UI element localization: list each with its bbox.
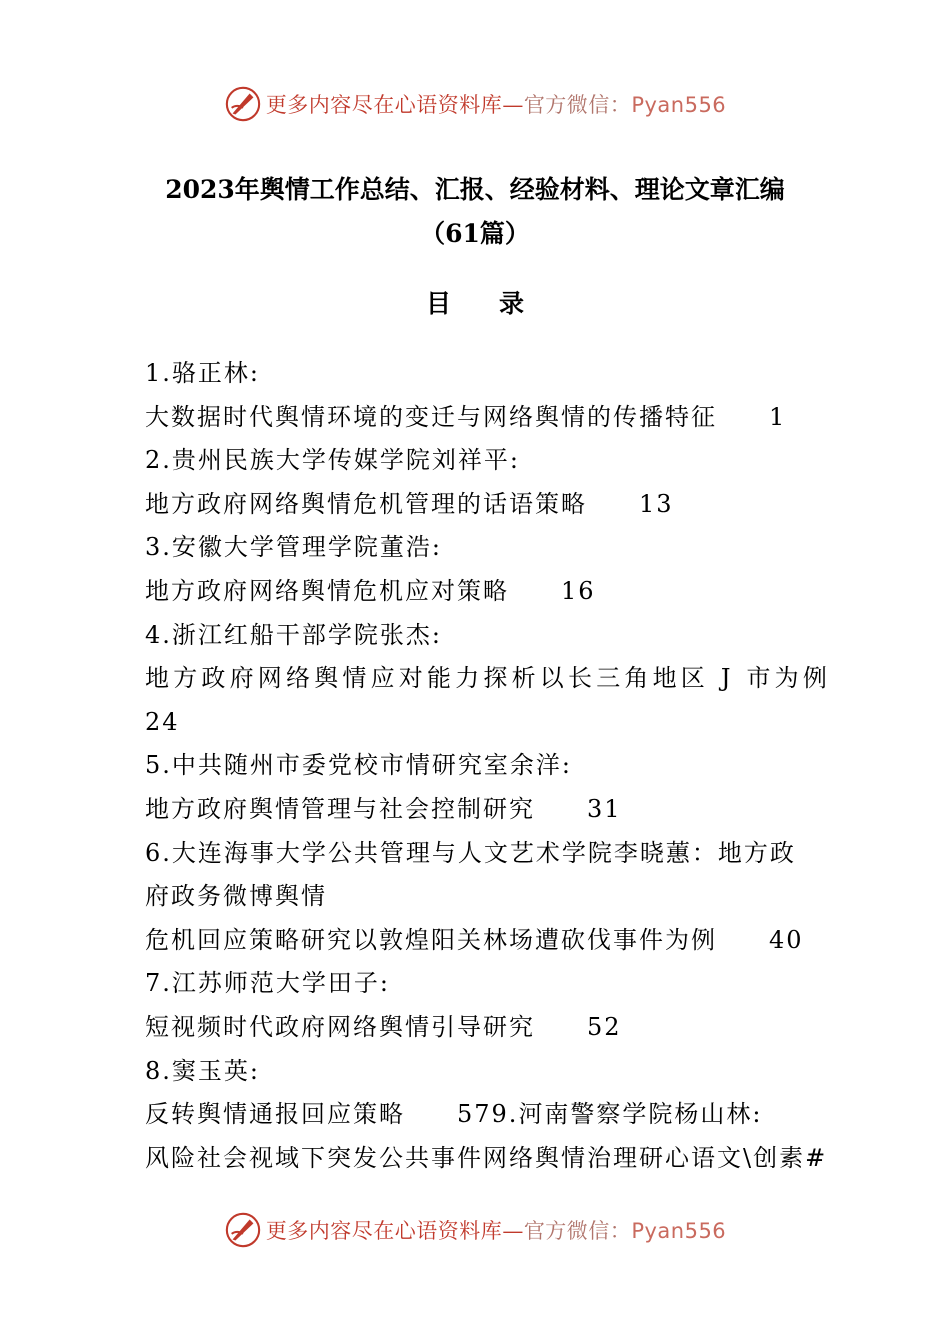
toc-line: 大数据时代舆情环境的变迁与网络舆情的传播特征 1 — [145, 402, 787, 431]
toc-line: 地方政府网络舆情危机管理的话语策略 13 — [145, 489, 674, 518]
toc-line: 7.江苏师范大学田子: — [145, 969, 390, 998]
toc-line: 24 — [145, 707, 180, 736]
toc-line: 2.贵州民族大学传媒学院刘祥平: — [145, 446, 520, 475]
page-number: 31 — [587, 794, 622, 823]
page-number: 52 — [587, 1012, 622, 1041]
toc-line: 府政务微博舆情 — [145, 882, 327, 911]
toc-line: 8.窦玉英: — [145, 1056, 260, 1085]
page-number: 40 — [769, 925, 804, 954]
document-subtitle: （61篇） — [420, 219, 530, 248]
table-of-contents — [145, 352, 832, 1180]
toc-line: 3.安徽大学管理学院董浩: — [145, 533, 442, 562]
toc-line: 1.骆正林: — [145, 359, 260, 387]
quill-logo-icon — [224, 85, 262, 123]
watermark-text: 更多内容尽在心语资料库—官方微信：Pyan556 — [265, 93, 727, 117]
footer-watermark — [0, 1208, 950, 1252]
quill-logo-icon — [224, 1211, 262, 1249]
toc-line: 地方政府网络舆情应对能力探析以长三角地区 J 市为例 — [145, 664, 832, 693]
page-number: 1 — [769, 402, 787, 431]
toc-line: 反转舆情通报回应策略 579.河南警察学院杨山林: — [145, 1100, 763, 1129]
toc-line: 地方政府网络舆情危机应对策略 16 — [145, 576, 596, 605]
toc-line: 危机回应策略研究以敦煌阳关林场遭砍伐事件为例 40 — [145, 925, 804, 954]
watermark-text: 更多内容尽在心语资料库—官方微信：Pyan556 — [265, 1219, 727, 1243]
page-number: 579.河南警察学院杨山林: — [457, 1100, 763, 1129]
document-title: 2023年舆情工作总结、汇报、经验材料、理论文章汇编 — [165, 175, 785, 204]
toc-line: 4.浙江红船干部学院张杰: — [145, 620, 442, 649]
toc-line: 6.大连海事大学公共管理与人文艺术学院李晓蕙：地方政 — [145, 838, 796, 867]
page-number: 16 — [561, 576, 596, 605]
page-number: 13 — [639, 489, 674, 518]
toc-line: 风险社会视域下突发公共事件网络舆情治理研心语文\创素# — [145, 1143, 828, 1172]
header-watermark — [0, 82, 950, 126]
toc-line: 地方政府舆情管理与社会控制研究 31 — [145, 794, 622, 823]
toc-heading: 目录 — [425, 289, 572, 318]
toc-line: 5.中共随州市委党校市情研究室余洋: — [145, 751, 572, 780]
toc-line: 短视频时代政府网络舆情引导研究 52 — [145, 1012, 622, 1041]
